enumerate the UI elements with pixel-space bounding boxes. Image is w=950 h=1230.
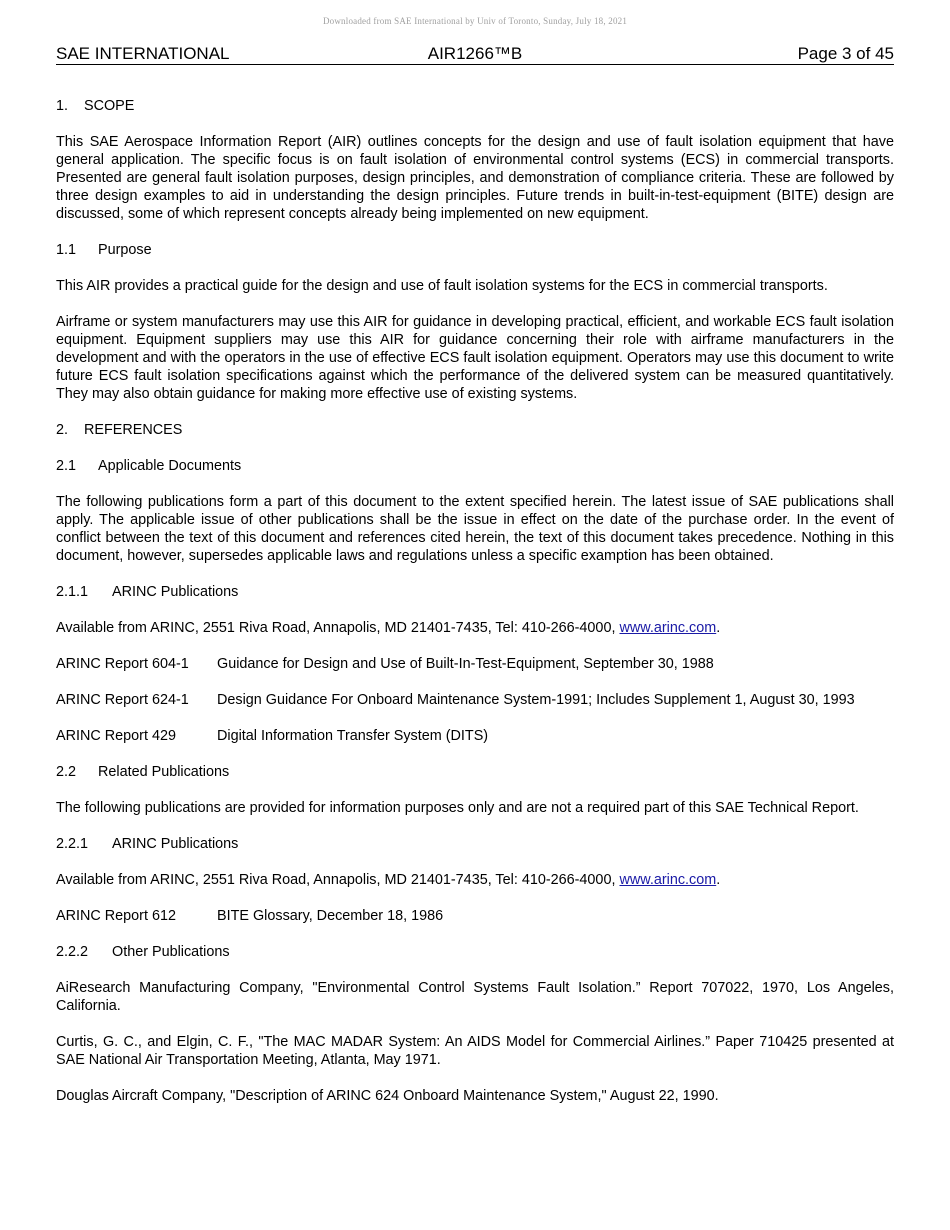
section-title: Other Publications [112, 944, 230, 960]
section-heading-other-publications [56, 943, 894, 961]
section-number: 2.1.1 [56, 584, 89, 600]
applicable-documents-paragraph: The following publications form a part of this document to the extent specified herein. The latest issue of SAE publications shall apply. The applicable issue of other publications shall be the issue in effect on the date of the purchase order. In the event of conflict between the text of this document and references cited herein, the text of this document takes precedence. Nothing in this document, however, supersedes applicable laws and regulations unless a specific examption has been obtained. [56, 494, 894, 564]
arinc-availability-line [56, 619, 894, 637]
reference-row [56, 691, 894, 709]
section-title: Purpose [98, 242, 152, 258]
section-heading-purpose [56, 241, 894, 259]
section-title: SCOPE [84, 98, 135, 114]
section-title: ARINC Publications [112, 584, 239, 600]
section-heading-scope [56, 97, 894, 115]
section-title: Applicable Documents [98, 458, 242, 474]
other-publication-entry: AiResearch Manufacturing Company, "Environmental Control Systems Fault Isolation.” Report 707022, 1970, Los Angeles, California. [56, 980, 894, 1014]
section-number: 2. [56, 422, 69, 438]
related-publications-paragraph: The following publications are provided for information purposes only and are not a required part of this SAE Technical Report. [56, 800, 859, 816]
document-body [56, 97, 894, 1123]
availability-suffix: . [716, 620, 721, 636]
reference-row [56, 907, 894, 925]
purpose-paragraph-1: This AIR provides a practical guide for the design and use of fault isolation systems for the ECS in commercial transports. [56, 278, 828, 294]
section-heading-related-publications [56, 763, 894, 781]
section-number: 1. [56, 98, 69, 114]
download-watermark: Downloaded from SAE International by Univ of Toronto, Sunday, July 18, 2021 [322, 16, 628, 26]
page-number: Page 3 of 45 [797, 44, 894, 63]
section-heading-applicable-documents [56, 457, 894, 475]
reference-code: ARINC Report 624-1 [56, 692, 189, 708]
reference-title: Digital Information Transfer System (DITS) [217, 728, 489, 744]
section-number: 2.1 [56, 458, 77, 474]
organization-name: SAE INTERNATIONAL [56, 44, 230, 63]
section-number: 2.2 [56, 764, 77, 780]
section-number: 1.1 [56, 242, 77, 258]
arinc-website-link[interactable]: www.arinc.com [619, 872, 717, 888]
reference-code: ARINC Report 604-1 [56, 656, 189, 672]
availability-text: Available from ARINC, 2551 Riva Road, Annapolis, MD 21401-7435, Tel: 410-266-4000, [56, 872, 620, 888]
reference-code: ARINC Report 429 [56, 728, 176, 744]
other-publication-entry: Douglas Aircraft Company, "Description of ARINC 624 Onboard Maintenance System," August 22, 1990. [56, 1088, 719, 1104]
section-heading-references [56, 421, 894, 439]
scope-paragraph: This SAE Aerospace Information Report (AIR) outlines concepts for the design and use of fault isolation equipment that have general application. The specific focus is on fault isolation of environmental control systems (ECS) in commercial transports. Presented are general fault isolation purposes, design principles, and demonstration of compliance criteria. These are followed by three design examples to aid in understanding the design principles. Future trends in built-in-test-equipment (BITE) design are discussed, some of which represent concepts already being implemented on new equipment. [56, 134, 894, 222]
reference-title: Design Guidance For Onboard Maintenance System-1991; Includes Supplement 1, August 30, 1993 [217, 692, 855, 708]
section-title: Related Publications [98, 764, 230, 780]
reference-code: ARINC Report 612 [56, 908, 176, 924]
section-title: REFERENCES [84, 422, 183, 438]
reference-row [56, 727, 894, 745]
section-heading-related-arinc-publications [56, 835, 894, 853]
reference-title: Guidance for Design and Use of Built-In-Test-Equipment, September 30, 1988 [217, 656, 714, 672]
document-id: AIR1266™B [427, 44, 523, 63]
section-title: ARINC Publications [112, 836, 239, 852]
section-number: 2.2.1 [56, 836, 89, 852]
section-heading-arinc-publications [56, 583, 894, 601]
reference-title: BITE Glossary, December 18, 1986 [217, 908, 444, 924]
page-header [56, 44, 894, 65]
section-number: 2.2.2 [56, 944, 89, 960]
reference-row [56, 655, 894, 673]
arinc-availability-line [56, 871, 894, 889]
arinc-website-link[interactable]: www.arinc.com [619, 620, 717, 636]
purpose-paragraph-2: Airframe or system manufacturers may use this AIR for guidance in developing practical, efficient, and workable ECS fault isolation equipment. Equipment suppliers may use this AIR for guidance concerning their role with airframe manufacturers in the development and with the operators in the use of effective ECS fault isolation equipment. Operators may use this document to write future ECS fault isolation specifications against which the performance of the delivered system can be measured quantitatively. They may also obtain guidance for making more effective use of existing systems. [56, 314, 894, 402]
availability-suffix: . [716, 872, 721, 888]
other-publication-entry: Curtis, G. C., and Elgin, C. F., "The MAC MADAR System: An AIDS Model for Commercial Airlines.” Paper 710425 presented at SAE National Air Transportation Meeting, Atlanta, May 1971. [56, 1034, 894, 1068]
availability-text: Available from ARINC, 2551 Riva Road, Annapolis, MD 21401-7435, Tel: 410-266-4000, [56, 620, 620, 636]
